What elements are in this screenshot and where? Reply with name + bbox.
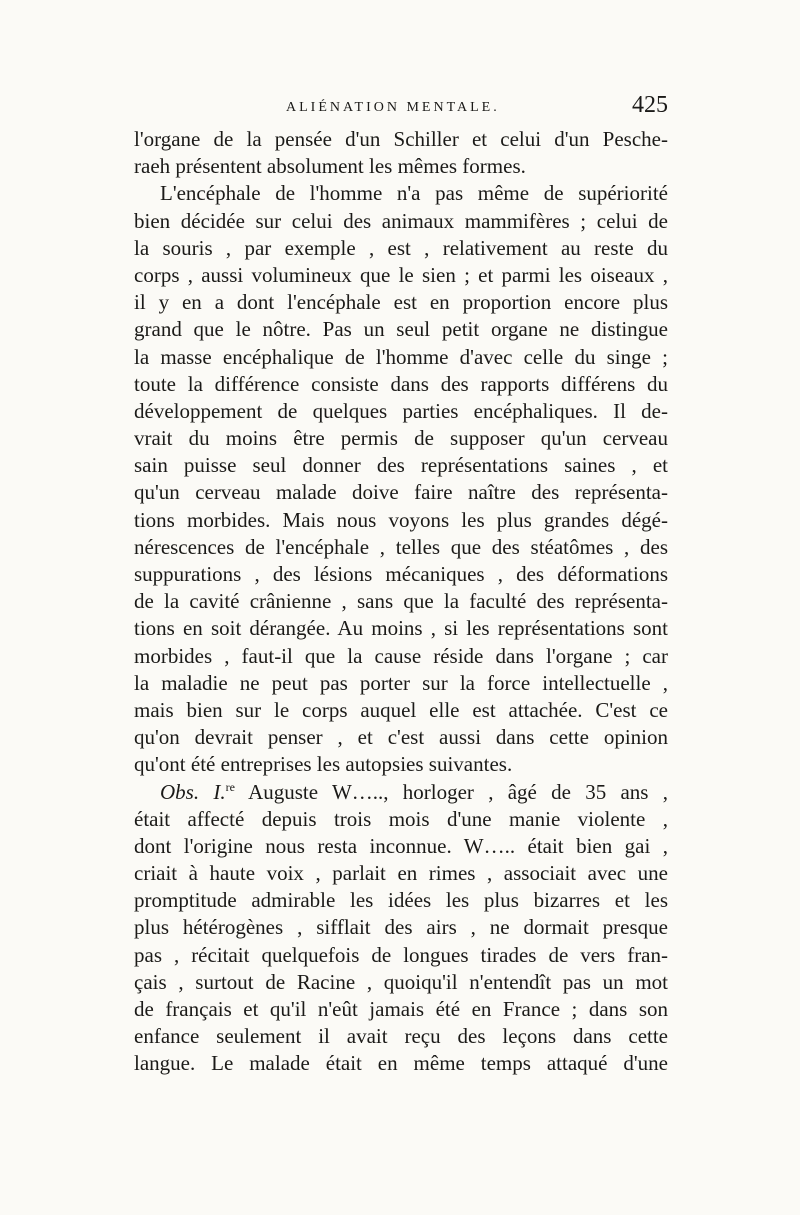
text-line: plus hétérogènes , sifflait des airs , ne dormait presque — [134, 915, 668, 940]
observation-line — [134, 779, 668, 806]
text-line: bien décidée sur celui des animaux mammifères ; celui de — [134, 208, 668, 233]
text-line: la maladie ne peut pas porter sur la force intellectuelle , — [134, 670, 668, 695]
text-line: criait à haute voix , parlait en rimes , associait avec une — [134, 861, 668, 886]
text-line: la souris , par exemple , est , relativement au reste du — [134, 235, 668, 260]
text-line: qu'un cerveau malade doive faire naître des représenta- — [134, 480, 668, 505]
text-line: sain puisse seul donner des représentations saines , et — [134, 453, 668, 478]
running-title: ALIÉNATION MENTALE. — [286, 100, 500, 115]
text-line: dont l'origine nous resta inconnue. W….. était bien gai , — [134, 833, 668, 858]
text-line: enfance seulement il avait reçu des leçons dans cette — [134, 1024, 668, 1049]
text-line: çais , surtout de Racine , quoiqu'il n'entendît pas un mot — [134, 969, 668, 994]
page-number: 425 — [632, 92, 668, 118]
text-line: tions morbides. Mais nous voyons les plus grandes dégé- — [134, 507, 668, 532]
observation-superscript: re — [225, 779, 235, 794]
text-line: grand que le nôtre. Pas un seul petit organe ne distingue — [134, 317, 668, 342]
text-line: pas , récitait quelquefois de longues tirades de vers fran- — [134, 942, 668, 967]
text-line: développement de quelques parties encéphaliques. Il de- — [134, 398, 668, 423]
text-line: qu'on devrait penser , et c'est aussi dans cette opinion — [134, 725, 668, 750]
text-line: mais bien sur le corps auquel elle est attachée. C'est ce — [134, 697, 668, 722]
text-line: l'organe de la pensée d'un Schiller et celui d'un Pesche- — [134, 127, 668, 151]
text-line: qu'ont été entreprises les autopsies suivantes. — [134, 752, 513, 777]
text-line: de la cavité crânienne , sans que la faculté des représenta- — [134, 589, 668, 614]
text-line: toute la différence consiste dans des rapports différens du — [134, 371, 668, 396]
text-line: suppurations , des lésions mécaniques , des déformations — [134, 562, 668, 586]
page-header — [134, 92, 668, 128]
text-line: il y en a dont l'encéphale est en proportion encore plus — [134, 290, 668, 315]
text-line: morbides , faut-il que la cause réside dans l'organe ; car — [134, 643, 668, 668]
text-line: était affecté depuis trois mois d'une manie violente , — [134, 806, 668, 831]
observation-label: Obs. I. — [160, 779, 226, 804]
text-line: de français et qu'il n'eût jamais été en France ; dans son — [134, 997, 668, 1021]
text-line: vrait du moins être permis de supposer qu'un cerveau — [134, 426, 668, 451]
text-line: raeh présentent absolument les mêmes formes. — [134, 154, 526, 179]
text-line: corps , aussi volumineux que le sien ; et parmi les oiseaux , — [134, 262, 668, 287]
text-line: L'encéphale de l'homme n'a pas même de supériorité — [160, 181, 668, 206]
text-line: la masse encéphalique de l'homme d'avec celle du singe ; — [134, 344, 668, 369]
text-line: promptitude admirable les idées les plus bizarres et les — [134, 888, 668, 913]
text-line: nérescences de l'encéphale , telles que des stéatômes , des — [134, 534, 668, 559]
text-line: Auguste W….., horloger , âgé de 35 ans , — [248, 779, 668, 804]
text-line: langue. Le malade était en même temps attaqué d'une — [134, 1051, 668, 1076]
body-text — [134, 126, 668, 1078]
text-line: tions en soit dérangée. Au moins , si les représentations sont — [134, 616, 668, 641]
